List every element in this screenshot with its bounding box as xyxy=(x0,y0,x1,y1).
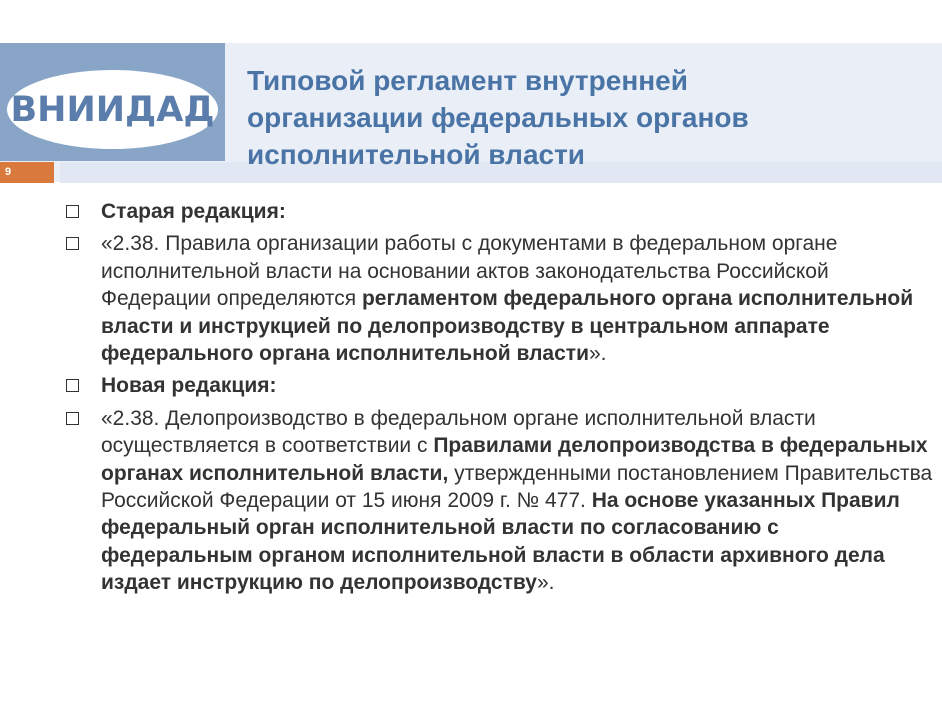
new-text-part-3: ». xyxy=(536,571,555,595)
logo-oval xyxy=(7,70,218,149)
new-text-part-2: утвержденными постановлением Правительства Российской Федерации от 15 июня 2009 г. № 477. xyxy=(101,461,933,513)
new-edition-heading: Новая редакция: xyxy=(101,374,277,398)
page-number: 9 xyxy=(0,162,54,183)
slide xyxy=(0,43,942,686)
new-text-bold-2: На основе указанных Правил федеральный орган исполнительной власти по согласованию с федеральным органом исполнительной власти в области архивного дела издает инструкцию по делопроизводству xyxy=(101,489,900,595)
list-item-old-text xyxy=(65,230,935,367)
square-bullet-icon xyxy=(66,205,79,218)
title-line-2: организации федеральных органов xyxy=(247,102,749,133)
new-text-part-1: «2.38. Делопроизводство в федеральном органе исполнительной власти осуществляется в соответствии с xyxy=(101,406,816,458)
square-bullet-icon xyxy=(66,412,79,425)
logo-text: ВНИИДАД xyxy=(10,89,215,130)
list-item-new-heading xyxy=(65,372,935,399)
title-line-3: исполнительной власти xyxy=(247,139,586,170)
new-text-bold-1: Правилами делопроизводства в федеральных органах исполнительной власти, xyxy=(101,434,928,485)
square-bullet-icon xyxy=(66,237,79,250)
bullet-list xyxy=(65,198,935,602)
old-text-part-1: «2.38. Правила организации работы с документами в федеральном органе исполнительной власти на основании актов законодательства Российской Федерации определяются xyxy=(101,232,838,311)
list-item-old-heading xyxy=(65,198,935,225)
slide-title xyxy=(247,62,927,173)
list-item-new-text xyxy=(65,405,935,597)
old-edition-heading: Старая редакция: xyxy=(101,200,286,223)
title-line-1: Типовой регламент внутренней xyxy=(247,65,688,96)
logo-block xyxy=(0,43,225,161)
old-text-part-2: ». xyxy=(588,342,607,366)
old-text-bold-1: регламентом федерального органа исполнительной власти и инструкцией по делопроизводству в центральном аппарате федерального органа исполнительной власти xyxy=(101,287,914,366)
square-bullet-icon xyxy=(66,379,79,392)
